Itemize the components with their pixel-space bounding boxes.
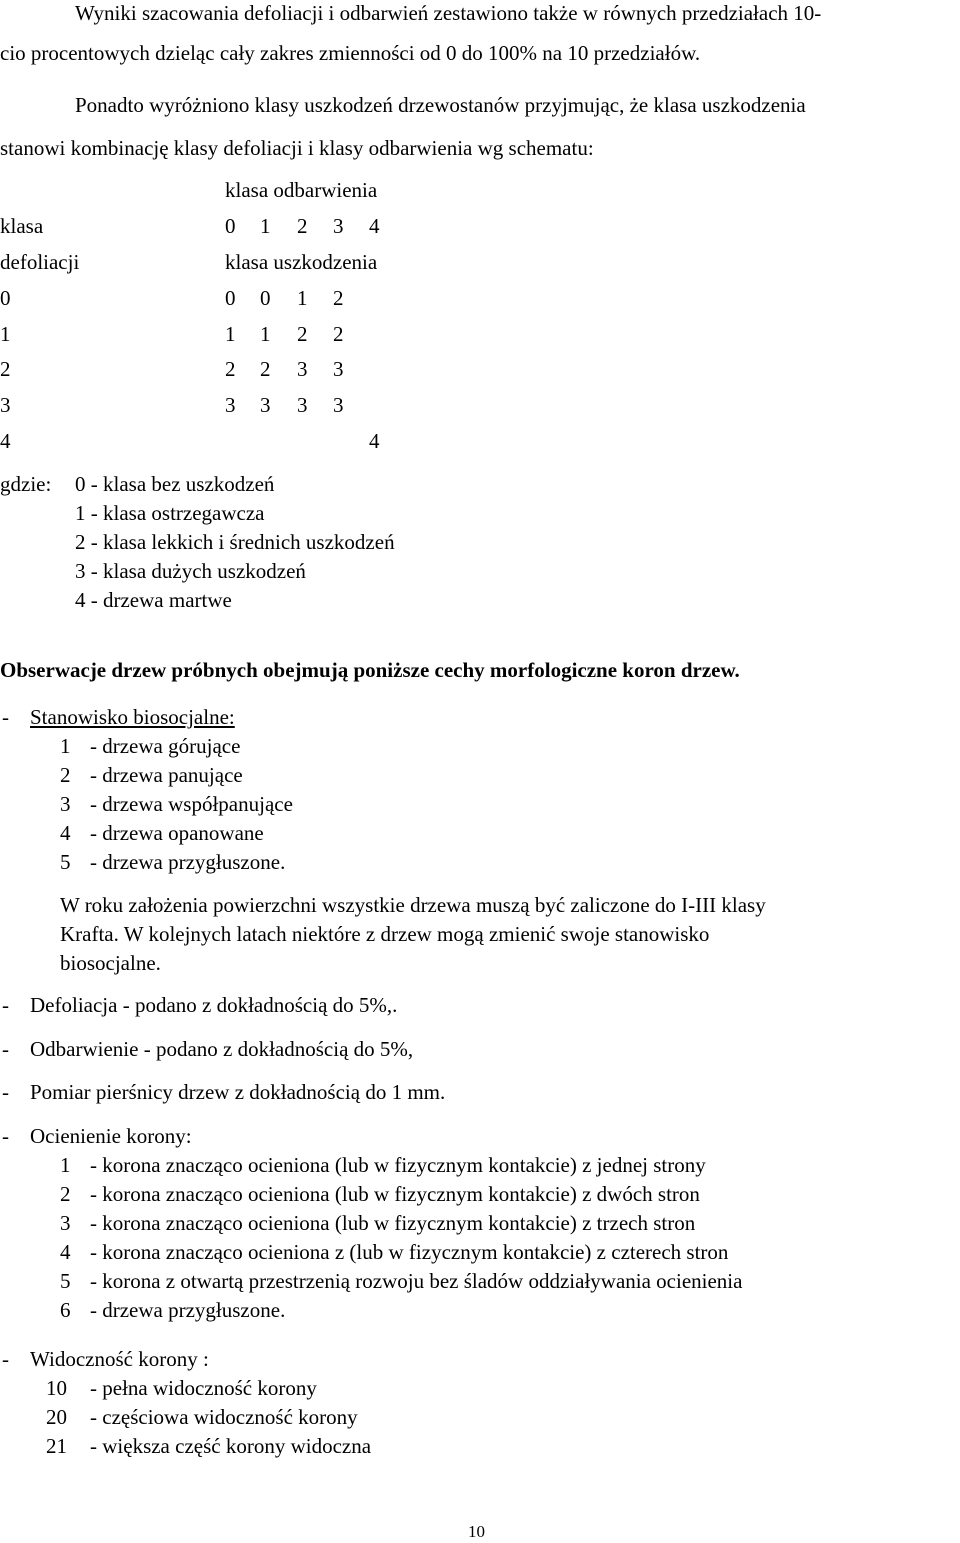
list-dash: - <box>2 993 9 1017</box>
scheme-cell: 3 <box>333 393 344 417</box>
stanowisko-text: - drzewa opanowane <box>90 821 264 845</box>
stanowisko-note-line: biosocjalne. <box>60 951 161 975</box>
list-dash: - <box>2 1347 9 1371</box>
legend-prefix: gdzie: <box>0 472 52 496</box>
ocienienie-num: 6 <box>60 1298 71 1322</box>
list-dash: - <box>2 1124 9 1148</box>
scheme-header-odbarwienie: klasa odbarwienia <box>225 178 378 202</box>
scheme-cell: 0 <box>225 286 236 310</box>
scheme-cell: 2 <box>297 322 308 346</box>
stanowisko-note-line: W roku założenia powierzchni wszystkie drzewa muszą być zaliczone do I-III klasy <box>60 893 766 917</box>
scheme-cell: 3 <box>225 393 236 417</box>
stanowisko-note-line: Krafta. W kolejnych latach niektóre z drzew mogą zmienić swoje stanowisko <box>60 922 710 946</box>
scheme-cell: 3 <box>297 393 308 417</box>
ocienienie-text: - drzewa przygłuszone. <box>90 1298 286 1322</box>
widocznosc-num: 21 <box>46 1434 67 1458</box>
intro-line-1: Wyniki szacowania defoliacji i odbarwień zestawiono także w równych przedziałach 10- <box>75 1 822 25</box>
widocznosc-num: 20 <box>46 1405 67 1429</box>
piersnica-item: Pomiar pierśnicy drzew z dokładnością do 1 mm. <box>30 1080 446 1104</box>
defoliacja-item: Defoliacja - podano z dokładnością do 5%,. <box>30 993 398 1017</box>
ocienienie-text: - korona znacząco ocieniona (lub w fizycznym kontakcie) z jednej strony <box>90 1153 706 1177</box>
observations-heading: Obserwacje drzew próbnych obejmują poniższe cechy morfologiczne koron drzew. <box>0 658 740 682</box>
scheme-label-klasa: klasa <box>0 214 44 238</box>
widocznosc-text: - częściowa widoczność korony <box>90 1405 358 1429</box>
odbarwienie-item: Odbarwienie - podano z dokładnością do 5%, <box>30 1037 414 1061</box>
scheme-col-4: 4 <box>369 214 380 238</box>
ocienienie-text: - korona z otwartą przestrzenią rozwoju bez śladów oddziaływania ocienienia <box>90 1269 743 1293</box>
scheme-row-def: 3 <box>0 393 11 417</box>
scheme-cell: 3 <box>297 357 308 381</box>
stanowisko-text: - drzewa panujące <box>90 763 243 787</box>
stanowisko-text: - drzewa przygłuszone. <box>90 850 286 874</box>
page-number: 10 <box>468 1522 485 1541</box>
scheme-cell: 3 <box>333 357 344 381</box>
ocienienie-num: 5 <box>60 1269 71 1293</box>
ocienienie-text: - korona znacząco ocieniona z (lub w fizycznym kontakcie) z czterech stron <box>90 1240 729 1264</box>
stanowisko-title: Stanowisko biosocjalne: <box>30 705 235 729</box>
stanowisko-num: 1 <box>60 734 71 758</box>
intro-line-4: stanowi kombinację klasy defoliacji i klasy odbarwienia wg schematu: <box>0 136 594 160</box>
scheme-cell: 2 <box>333 322 344 346</box>
intro-line-3: Ponadto wyróżniono klasy uszkodzeń drzewostanów przyjmując, że klasa uszkodzenia <box>75 93 806 117</box>
legend-item: 1 - klasa ostrzegawcza <box>75 501 265 525</box>
stanowisko-num: 2 <box>60 763 71 787</box>
scheme-cell: 1 <box>260 322 271 346</box>
scheme-cell: 2 <box>260 357 271 381</box>
stanowisko-num: 4 <box>60 821 71 845</box>
ocienienie-num: 1 <box>60 1153 71 1177</box>
ocienienie-num: 3 <box>60 1211 71 1235</box>
stanowisko-text: - drzewa współpanujące <box>90 792 293 816</box>
ocienienie-text: - korona znacząco ocieniona (lub w fizycznym kontakcie) z dwóch stron <box>90 1182 700 1206</box>
ocienienie-num: 2 <box>60 1182 71 1206</box>
stanowisko-text: - drzewa górujące <box>90 734 241 758</box>
scheme-label-defoliacji: defoliacji <box>0 250 80 274</box>
scheme-cell: 2 <box>225 357 236 381</box>
scheme-row-def: 1 <box>0 322 11 346</box>
intro-line-2: cio procentowych dzieląc cały zakres zmienności od 0 do 100% na 10 przedziałów. <box>0 41 701 65</box>
list-dash: - <box>2 1080 9 1104</box>
scheme-cell: 4 <box>369 429 380 453</box>
list-dash: - <box>2 1037 9 1061</box>
legend-item: 0 - klasa bez uszkodzeń <box>75 472 275 496</box>
scheme-row-def: 2 <box>0 357 11 381</box>
scheme-row-def: 0 <box>0 286 11 310</box>
scheme-col-0: 0 <box>225 214 236 238</box>
widocznosc-text: - większa część korony widoczna <box>90 1434 372 1458</box>
scheme-header-uszkodzenia: klasa uszkodzenia <box>225 250 378 274</box>
scheme-col-3: 3 <box>333 214 344 238</box>
scheme-cell: 1 <box>297 286 308 310</box>
widocznosc-title: Widoczność korony : <box>30 1347 209 1371</box>
scheme-col-1: 1 <box>260 214 271 238</box>
scheme-col-2: 2 <box>297 214 308 238</box>
legend-item: 2 - klasa lekkich i średnich uszkodzeń <box>75 530 395 554</box>
scheme-row-def: 4 <box>0 429 11 453</box>
stanowisko-num: 3 <box>60 792 71 816</box>
scheme-cell: 0 <box>260 286 271 310</box>
legend-item: 4 - drzewa martwe <box>75 588 232 612</box>
widocznosc-text: - pełna widoczność korony <box>90 1376 317 1400</box>
stanowisko-num: 5 <box>60 850 71 874</box>
ocienienie-num: 4 <box>60 1240 71 1264</box>
ocienienie-text: - korona znacząco ocieniona (lub w fizycznym kontakcie) z trzech stron <box>90 1211 696 1235</box>
scheme-cell: 2 <box>333 286 344 310</box>
scheme-cell: 3 <box>260 393 271 417</box>
legend-item: 3 - klasa dużych uszkodzeń <box>75 559 306 583</box>
widocznosc-num: 10 <box>46 1376 67 1400</box>
list-dash: - <box>2 705 9 729</box>
ocienienie-title: Ocienienie korony: <box>30 1124 192 1148</box>
scheme-cell: 1 <box>225 322 236 346</box>
